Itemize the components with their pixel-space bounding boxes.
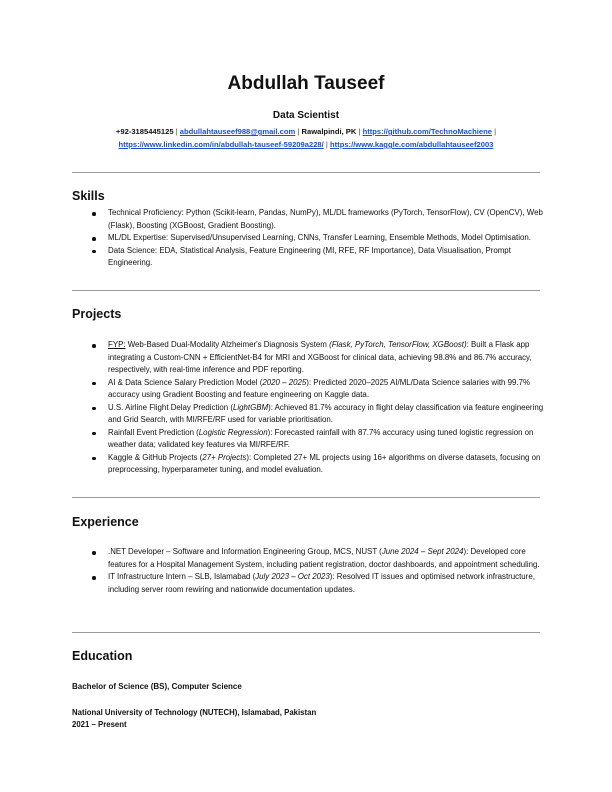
list-item	[92, 402, 544, 427]
job-role: .NET Developer – Software and Information Engineering Group, MCS, NUST (	[108, 547, 382, 556]
school: National University of Technology (NUTECH), Islamabad, Pakistan	[72, 708, 317, 717]
divider	[72, 497, 540, 498]
education-heading: Education	[72, 649, 133, 663]
project-tech: 2020 – 2025	[262, 377, 307, 387]
kaggle-link[interactable]: https://www.kaggle.com/abdullahtauseef2003	[330, 140, 494, 149]
divider	[72, 290, 540, 291]
contact-info	[60, 125, 552, 151]
separator: |	[297, 127, 300, 136]
job-title: Data Scientist	[272, 110, 340, 121]
degree: Bachelor of Science (BS), Computer Science	[72, 682, 242, 691]
divider	[72, 172, 540, 173]
skills-heading: Skills	[72, 189, 105, 203]
github-link[interactable]: https://github.com/TechnoMachiene	[362, 127, 492, 136]
list-item	[92, 427, 544, 452]
list-item	[92, 571, 544, 596]
separator: |	[175, 127, 178, 136]
job-desc: ): Developed core features for a Hospital Management System, including patient registration, doctor dashboards, and appointment scheduling.	[108, 547, 540, 569]
job-dates: July 2023 – Oct 2023	[255, 572, 330, 581]
candidate-name: Abdullah Tauseef	[227, 73, 385, 94]
separator: |	[358, 127, 361, 136]
phone: +92-3185445125	[115, 127, 174, 136]
project-tech: 27+ Projects	[202, 452, 247, 462]
separator: |	[494, 127, 497, 136]
list-item	[92, 377, 544, 402]
job-role: IT Infrastructure Intern – SLB, Islamabad (	[108, 572, 256, 581]
project-desc: ): Predicted 2020–2025 AI/ML/Data Science salaries with 99.7% accuracy using Gradient Boosting and feature engineering on Kaggle data.	[108, 377, 530, 399]
location: Rawalpindi, PK	[301, 127, 357, 136]
list-item: Technical Proficiency: Python (Scikit-learn, Pandas, NumPy), ML/DL frameworks (PyTorch, TensorFlow), CV (OpenCV), Web (Flask), Boosting (XGBoost, Gradient Boosting).	[92, 207, 544, 232]
list-item	[92, 339, 544, 377]
list-item: ML/DL Expertise: Supervised/Unsupervised Learning, CNNs, Transfer Learning, Ensemble Methods, Model Optimisation.	[92, 232, 544, 245]
list-item	[92, 452, 544, 477]
separator: |	[325, 140, 328, 149]
project-name: Web-Based Dual-Modality Alzheimer's Diagnosis System	[125, 340, 330, 349]
education-years: 2021 – Present	[72, 720, 127, 729]
project-name: Rainfall Event Prediction (	[108, 427, 199, 437]
projects-heading: Projects	[72, 307, 122, 321]
project-name: AI & Data Science Salary Prediction Model (	[108, 377, 263, 387]
project-desc: ): Forecasted rainfall with 87.7% accuracy using tuned logistic regression on weather data; validated key features via MI/RFE/RF.	[108, 427, 534, 449]
experience-list	[92, 546, 544, 596]
project-desc: : Built a Flask app integrating a Custom-CNN + EfficientNet-B4 for MRI and XGBoost for clinical data, achieving 98.8% and 86.7% accuracy, respectively, with real-time inference and PDF reporting.	[108, 340, 532, 374]
project-desc: ): Achieved 81.7% accuracy in flight delay classification via feature engineering and Grid Search, with MI/RFE/RF used for variable prioritisation.	[108, 402, 544, 424]
email-link[interactable]: abdullahtauseef988@gmail.com	[179, 127, 296, 136]
linkedin-link[interactable]: https://www.linkedin.com/in/abdullah-tauseef-59209a228/	[118, 140, 324, 149]
skills-list	[92, 207, 544, 270]
list-item: Data Science: EDA, Statistical Analysis, Feature Engineering (MI, RFE, RF Importance), Data Visualisation, Prompt Engineering.	[92, 245, 544, 270]
fyp-label: FYP:	[108, 340, 126, 349]
experience-heading: Experience	[72, 515, 139, 529]
job-desc: ): Resolved IT issues and optimised network infrastructure, including server room rewiring and nationwide documentation updates.	[108, 572, 535, 594]
project-name: U.S. Airline Flight Delay Prediction (	[108, 402, 233, 412]
project-desc: ): Completed 27+ ML projects using 16+ algorithms on diverse datasets, focusing on preprocessing, hyperparameter tuning, and model evaluation.	[108, 452, 541, 474]
project-tech: Logistic Regression	[198, 427, 268, 437]
projects-list	[92, 339, 544, 477]
job-dates: June 2024 – Sept 2024	[381, 547, 464, 556]
project-tech: (Flask, PyTorch, TensorFlow, XGBoost)	[329, 340, 467, 349]
project-tech: LightGBM	[232, 402, 269, 412]
project-name: Kaggle & GitHub Projects (	[108, 452, 203, 462]
divider	[72, 632, 540, 633]
list-item	[92, 546, 544, 571]
